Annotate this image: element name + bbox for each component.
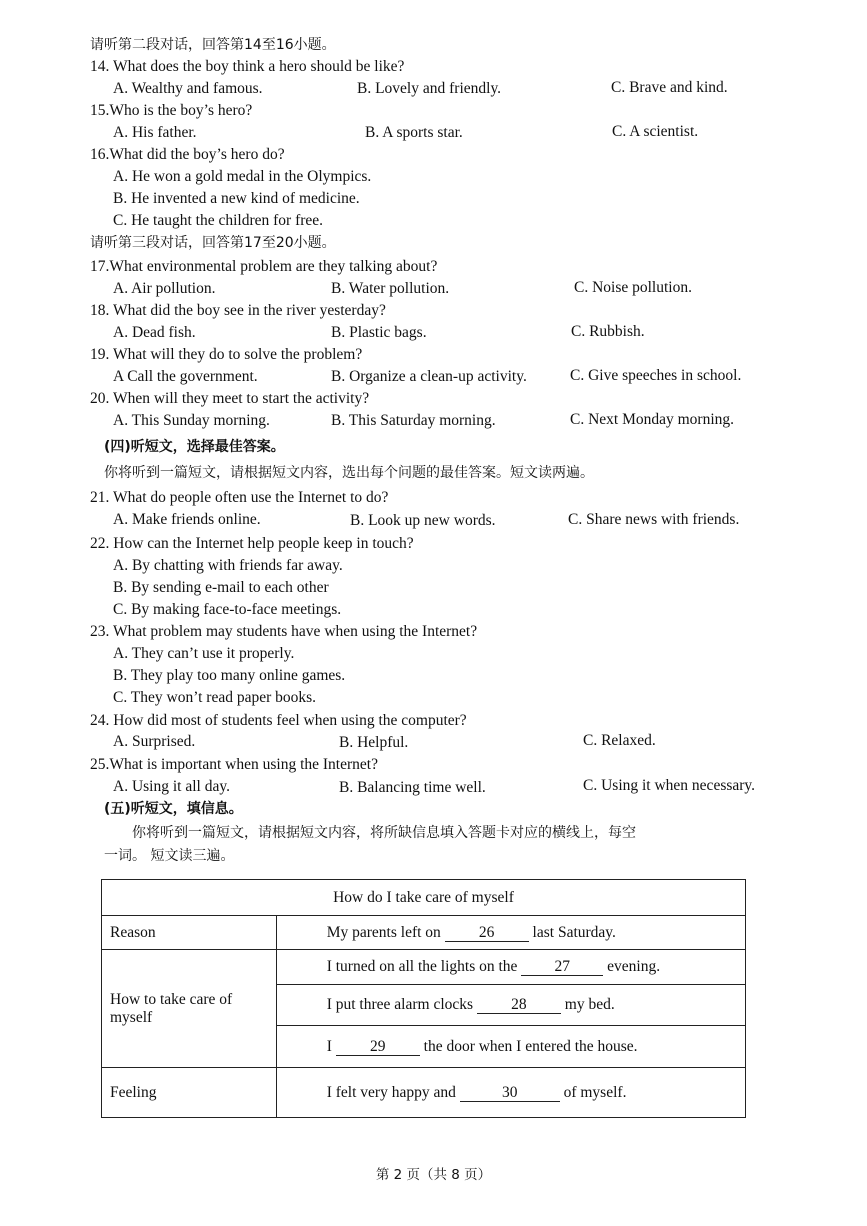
how-row-1 (276, 950, 745, 985)
part5-instruction-line1: 你将听到一篇短文，请根据短文内容，将所缺信息填入答题卡对应的横线上，每空 (132, 825, 636, 841)
question-22-stem: 22. How can the Internet help people keep in touch? (90, 535, 414, 552)
how-label: How to take care of myself (102, 950, 277, 1068)
reason-text-before: My parents left on (326, 923, 441, 941)
question-21-stem: 21. What do people often use the Internet to do? (90, 489, 389, 506)
question-24-option-b: B. Helpful. (339, 734, 409, 751)
question-22-option-b: B. By sending e-mail to each other (113, 579, 329, 596)
question-21-option-c: C. Share news with friends. (568, 511, 740, 528)
dialog2-instruction: 请听第二段对话，回答第14至16小题。 (90, 37, 336, 53)
how-row-1-after: evening. (607, 958, 661, 975)
question-23-option-a: A. They can’t use it properly. (113, 645, 295, 662)
question-14-option-a: A. Wealthy and famous. (113, 80, 263, 97)
question-21-option-b: B. Look up new words. (350, 512, 496, 529)
question-23-option-c: C. They won’t read paper books. (113, 689, 317, 706)
question-23-option-b: B. They play too many online games. (113, 667, 346, 684)
question-25-option-b: B. Balancing time well. (339, 779, 486, 796)
question-25-stem: 25.What is important when using the Internet? (90, 756, 378, 773)
question-20-stem: 20. When will they meet to start the activity? (90, 390, 370, 407)
how-row-1-before: I turned on all the lights on the (326, 958, 518, 975)
how-row-2-before: I put three alarm clocks (326, 996, 474, 1013)
question-20-option-b: B. This Saturday morning. (331, 412, 496, 429)
info-table (101, 879, 746, 1118)
reason-label: Reason (102, 916, 277, 950)
question-18-option-c: C. Rubbish. (571, 323, 645, 340)
question-25-option-a: A. Using it all day. (113, 778, 230, 795)
question-16-option-b: B. He invented a new kind of medicine. (113, 190, 360, 207)
question-24-option-c: C. Relaxed. (583, 732, 656, 749)
feeling-text-before: I felt very happy and (326, 1083, 456, 1101)
question-16-option-c: C. He taught the children for free. (113, 212, 324, 229)
part4-title: (四)听短文，选择最佳答案。 (104, 439, 285, 455)
question-24-stem: 24. How did most of students feel when using the computer? (90, 712, 467, 729)
question-16-option-a: A. He won a gold medal in the Olympics. (113, 168, 372, 185)
dialog3-instruction: 请听第三段对话，回答第17至20小题。 (90, 235, 336, 251)
reason-text-after: last Saturday. (532, 923, 616, 941)
question-18-option-b: B. Plastic bags. (331, 324, 427, 341)
question-14-option-c: C. Brave and kind. (611, 79, 728, 96)
question-22-option-a: A. By chatting with friends far away. (113, 557, 343, 574)
question-19-option-b: B. Organize a clean-up activity. (331, 368, 527, 385)
blank-29: 29 (336, 1039, 420, 1056)
part5-title: (五)听短文，填信息。 (104, 801, 243, 817)
how-row-2-after: my bed. (564, 996, 615, 1013)
question-20-option-a: A. This Sunday morning. (113, 412, 270, 429)
blank-28: 28 (477, 997, 561, 1014)
part5-instruction-line2: 一词。 短文读三遍。 (104, 848, 235, 864)
question-16-stem: 16.What did the boy’s hero do? (90, 146, 285, 163)
question-17-option-b: B. Water pollution. (331, 280, 450, 297)
question-23-stem: 23. What problem may students have when using the Internet? (90, 623, 478, 640)
question-25-option-c: C. Using it when necessary. (583, 777, 756, 794)
reason-cell (276, 916, 745, 950)
blank-30: 30 (460, 1085, 560, 1102)
question-17-option-a: A. Air pollution. (113, 280, 216, 297)
how-row-3-after: the door when I entered the house. (423, 1037, 638, 1055)
how-row-3-before: I (326, 1037, 332, 1055)
feeling-text-after: of myself. (563, 1083, 627, 1101)
question-15-stem: 15.Who is the boy’s hero? (90, 102, 253, 119)
question-19-stem: 19. What will they do to solve the problem? (90, 346, 363, 363)
blank-27: 27 (521, 959, 603, 976)
question-15-option-a: A. His father. (113, 124, 197, 141)
question-15-option-c: C. A scientist. (612, 123, 699, 140)
question-21-option-a: A. Make friends online. (113, 511, 261, 528)
table-title: How do I take care of myself (102, 880, 746, 916)
question-19-option-a: A Call the government. (113, 368, 258, 385)
page-footer: 第 2 页（共 8 页） (375, 1167, 492, 1183)
question-22-option-c: C. By making face-to-face meetings. (113, 601, 342, 618)
question-20-option-c: C. Next Monday morning. (570, 411, 735, 428)
part4-instruction: 你将听到一篇短文，请根据短文内容，选出每个问题的最佳答案。短文读两遍。 (104, 465, 594, 481)
feeling-label: Feeling (102, 1068, 277, 1118)
question-24-option-a: A. Surprised. (113, 733, 196, 750)
how-row-3 (276, 1026, 745, 1068)
question-18-option-a: A. Dead fish. (113, 324, 196, 341)
how-row-2 (276, 985, 745, 1026)
blank-26: 26 (445, 925, 529, 942)
question-15-option-b: B. A sports star. (365, 124, 463, 141)
question-17-option-c: C. Noise pollution. (574, 279, 692, 296)
question-14-stem: 14. What does the boy think a hero should be like? (90, 58, 405, 75)
question-14-option-b: B. Lovely and friendly. (357, 80, 502, 97)
question-17-stem: 17.What environmental problem are they talking about? (90, 258, 438, 275)
question-19-option-c: C. Give speeches in school. (570, 367, 742, 384)
feeling-cell (276, 1068, 745, 1118)
question-18-stem: 18. What did the boy see in the river yesterday? (90, 302, 386, 319)
